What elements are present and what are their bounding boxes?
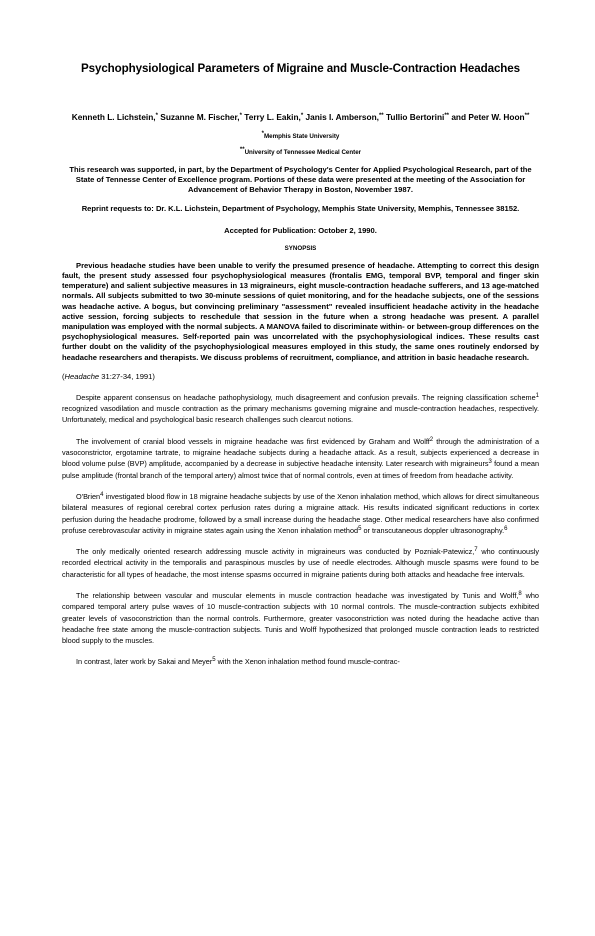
body-text (62, 392, 539, 668)
synopsis-text: Previous headache studies have been unable to verify the presumed presence of headache. Attempting to correct this design fault, the present study assessed four psychophysiological measures (frontalis EMG, temporal BVP, temporal and finger skin temperature) and salient subjective measures in 13 migraineurs, eight muscle-contraction headache sufferers, and 13 age-matched normals. All subjects submitted to two 30-minute sessions of quiet monitoring, and for the headache subjects, one of the sessions was headache active. A bogus, but convincing preliminary "assessment" revealed insufficient headache activity in the headache active session, forcing subjects to reschedule that session in the future when a strong headache was present. A parallel manipulation was employed with the normal subjects. A MANOVA failed to discriminate within- or between-group differences on the psychophysiological measures. Self-reported pain was uncorrelated with the psychophysiological indices. These results cast further doubt on the validity of the psychophysiological measures employed in this study, the same ones routinely endorsed by headache researchers and therapists. We discuss problems of recruitment, compliance, and attrition in basic headache research. (62, 260, 539, 362)
author-mark: ** (524, 113, 530, 119)
author-mark: ** (444, 113, 449, 119)
reference-mark: 6 (504, 525, 508, 532)
affiliation: *Memphis State University (261, 131, 340, 140)
body-paragraph: The involvement of cranial blood vessels in migraine headache was first evidenced by Graham and Wolff$^2$ through the administration of a vasoconstrictor, ergotamine tartrate, to migraine headache subjects during a headache attack. As a result, subjects experienced a decrease in blood volume pulse (BVP) amplitude, accompanied by a decrease in subjective headache intensity. Later research with migraineurs$^3$ found a mean pulse amplitude (frontal branch of the temporal artery) almost twice that of normal controls, even at times of freedom from headache activity. (62, 436, 539, 480)
paper-page (62, 62, 539, 678)
author-mark: ** (378, 113, 384, 119)
body-paragraph: The relationship between vascular and muscular elements in muscle contraction headache was investigated by Tunis and Wolff,$^8$ who compared temporal artery pulse waves of 10 muscle-contraction subjects with 10 normal controls. The muscle-contraction subjects exhibited greater levels of vasoconstriction than the normal controls. Furthermore, greater vasoconstriction was noted during the headache active than headache free state among the muscle-contraction subjects. Tunis and Wolff hypothesized that prolonged muscle contraction leads to restricted blood supply to the muscles. (62, 591, 539, 646)
reference-mark: 3 (488, 459, 492, 466)
author-list (62, 111, 539, 123)
body-paragraph: O'Brien$^4$ investigated blood flow in 18 migraine headache subjects by use of the Xenon inhalation method, which allows for direct simultaneous bilateral measures of regional cerebral cortex perfusion rates during a migraine attack. His results indicated significant reductions in cortex perfusion during the headache prodrome, followed by a small increase during the headache stage. Other medical researchers have also confirmed profuse cerebrovascular activity in migraine states again using the Xenon inhalation method$^5$ or transcutaneous doppler ultrasonography.$^6$ (62, 491, 539, 535)
body-paragraph: In contrast, later work by Sakai and Meyer$^5$ with the Xenon inhalation method found muscle-contrac- (76, 657, 400, 667)
affiliation: **University of Tennessee Medical Center (239, 147, 362, 156)
affiliation-mark: ** (239, 147, 245, 153)
affiliation-mark: * (261, 131, 265, 137)
author-name: Kenneth L. Lichstein, (71, 112, 156, 122)
reference-mark: 4 (100, 491, 104, 498)
author-mark: * (239, 113, 242, 119)
author-name: Tullio Bertorini (385, 112, 445, 122)
reprint-requests: Reprint requests to: Dr. K.L. Lichstein, Department of Psychology, Memphis State University, Memphis, Tennessee 38152. (81, 203, 520, 213)
reference-mark: 1 (535, 392, 539, 399)
accepted-date: Accepted for Publication: October 2, 1990. (224, 225, 377, 235)
reference-mark: 5 (358, 525, 362, 532)
author-name: Janis I. Amberson, (305, 112, 379, 122)
body-paragraph: The only medically oriented research addressing muscle activity in migraineurs was conducted by Pozniak-Patewicz,$^7$ who continuously recorded electrical activity in the temporalis and paraspinous muscles by use of needle electrodes. Although muscle spasms were found to be characteristic for all types of headache, the most intense spasms occurred in migraine patients during both attacks and headache free intervals. (62, 547, 539, 579)
author-name: Terry L. Eakin, (244, 112, 301, 122)
support-note: This research was supported, in part, by the Department of Psychology's Center for Applied Psychological Research, part of the State of Tennesse Center of Excellence program. Portions of these data were presented at the meeting of the Association for Advancement of Behavior Therapy in Boston, November 1987. (69, 165, 532, 195)
author-name: and Peter W. Hoon (451, 112, 525, 122)
synopsis-heading: SYNOPSIS (284, 244, 317, 252)
author-name: Suzanne M. Fischer, (160, 112, 240, 122)
reference-mark: 8 (518, 591, 522, 597)
paper-title: Psychophysiological Parameters of Migraine and Muscle-Contraction Headaches (81, 62, 520, 75)
reference-mark: 5 (212, 657, 216, 664)
reference-mark: 2 (429, 436, 434, 443)
journal-citation: (Headache 31:27-34, 1991) (62, 371, 155, 381)
author-mark: * (155, 113, 158, 119)
reference-mark: 7 (474, 547, 478, 554)
author-mark: * (300, 113, 304, 119)
body-paragraph: Despite apparent consensus on headache pathophysiology, much disagreement and confusion prevails. The reigning classification scheme$^1$ recognized vasodilation and muscle contraction as the primary mechanisms governing migraine and muscle-contraction headaches, respectively. Unfortunately, medical and psychological basic research challenges such clearcut notions. (62, 392, 539, 425)
journal-name: Headache (64, 371, 100, 381)
